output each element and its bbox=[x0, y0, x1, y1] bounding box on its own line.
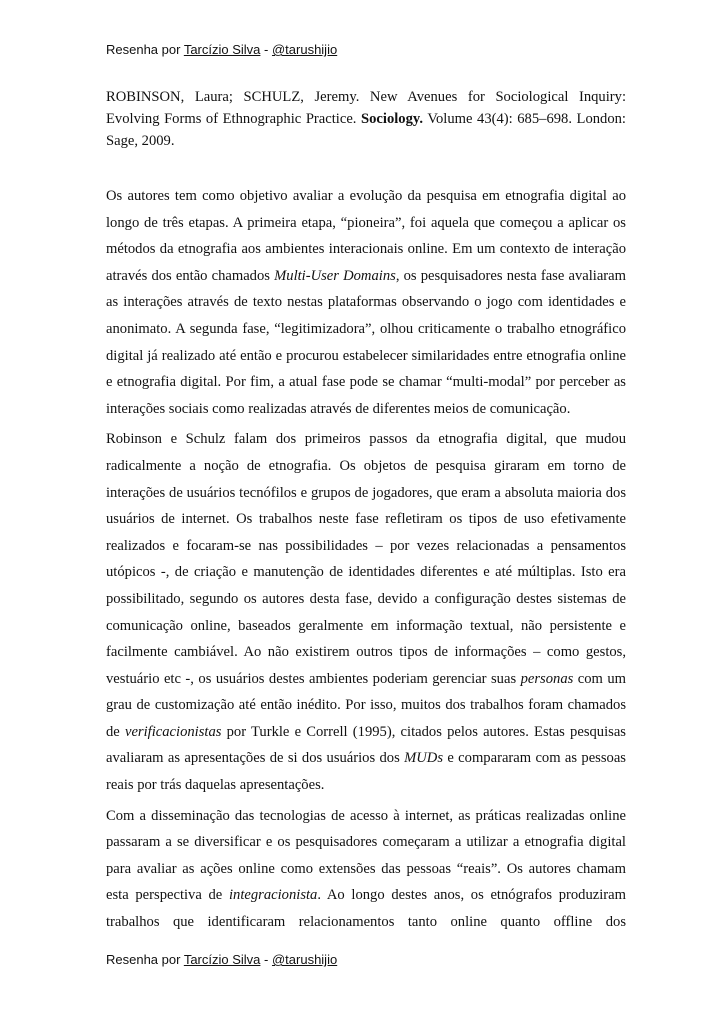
header-prefix: Resenha por bbox=[106, 42, 184, 57]
paragraph-1 bbox=[106, 183, 626, 422]
bibliographic-reference bbox=[106, 86, 626, 152]
header-handle-link[interactable]: @tarushijio bbox=[271, 42, 338, 57]
paragraph-3 bbox=[106, 803, 626, 936]
reference-details: Volume 43(4): 685–698. London: Sage, 2009. bbox=[106, 111, 626, 149]
page-header bbox=[106, 42, 337, 57]
p1-text-a: Os autores tem como objetivo avaliar a evolução da pesquisa em etnografia digital ao longo de três etapas. A primeira etapa, “pioneira”, foi aquela que começou a aplicar os métodos da etnografia aos ambientes interacionais online. Em um contexto de interação através dos então chamados bbox=[106, 188, 626, 284]
header-separator: - bbox=[260, 42, 272, 57]
p3-text-b: . Ao longo destes anos, os etnógrafos produziram trabalhos que identificaram relacionamentos tanto online quanto offline dos bbox=[106, 887, 626, 931]
p2-text-d: e compararam com as pessoas reais por trás daquelas apresentações. bbox=[106, 750, 626, 794]
p2-italic-personas: personas bbox=[520, 670, 574, 687]
footer-handle-link[interactable]: @tarushijio bbox=[271, 952, 338, 967]
p2-italic-verificacionistas: verificacionistas bbox=[124, 723, 222, 740]
p3-text-a: Com a disseminação das tecnologias de acesso à internet, as práticas realizadas online passaram a se diversificar e os pesquisadores começaram a utilizar a etnografia digital para avaliar as ações online como extensões das pessoas “reais”. Os autores chamam esta perspectiva de bbox=[106, 807, 626, 904]
reference-text: ROBINSON, Laura; SCHULZ, Jeremy. New Avenues for Sociological Inquiry: Evolving Forms of Ethnographic Practice. bbox=[106, 89, 626, 127]
footer-separator: - bbox=[260, 952, 272, 967]
page-footer bbox=[106, 952, 337, 967]
p1-italic-mud: Multi-User Domains bbox=[274, 267, 396, 284]
footer-author-link[interactable]: Tarcízio Silva bbox=[183, 952, 261, 967]
p3-italic-integracionista: integracionista bbox=[228, 887, 318, 904]
p2-text-a: Robinson e Schulz falam dos primeiros passos da etnografia digital, que mudou radicalmente a noção de etnografia. Os objetos de pesquisa giraram em torno de interações de usuários tecnófilos e grupos de jogadores, que eram a absoluta maioria dos usuários de internet. Os trabalhos neste fase refletiram os tipos de uso efetivamente realizados e focaram-se nas possibilidades – por vezes relacionadas a pensamentos utópicos -, de criação e manutenção de identidades diferentes e até múltiplas. Isto era possibilitado, segundo os autores desta fase, devido a configuração destes sistemas de comunicação online, baseados geralmente em informação textual, não persistente e facilmente cambiável. Ao não existirem outros tipos de informações – como gestos, vestuário etc -, os usuários destes ambientes poderiam gerenciar suas bbox=[106, 431, 626, 687]
p1-text-b: , os pesquisadores nesta fase avaliaram as interações através de texto nestas plataformas observando o jogo com identidades e anonimato. A segunda fase, “legitimizadora”, olhou criticamente o trabalho etnográfico digital já realizado até então e procurou estabelecer similaridades entre etnografia online e etnografia digital. Por fim, a atual fase pode se chamar “multi-modal” por perceber as interações sociais como realizadas através de diferentes meios de comunicação. bbox=[106, 267, 626, 417]
reference-journal: Sociology. bbox=[361, 111, 424, 127]
document-body bbox=[106, 86, 626, 940]
p2-text-b: com um grau de customização até então inédito. Por isso, muitos dos trabalhos foram chamados de bbox=[106, 670, 626, 740]
paragraph-2 bbox=[106, 426, 626, 798]
p2-text-c: por Turkle e Correll (1995), citados pelos autores. Estas pesquisas avaliaram as apresentações de si dos usuários dos bbox=[106, 723, 626, 767]
footer-prefix: Resenha por bbox=[106, 952, 184, 967]
header-author-link[interactable]: Tarcízio Silva bbox=[183, 42, 261, 57]
p2-italic-muds: MUDs bbox=[404, 750, 444, 767]
